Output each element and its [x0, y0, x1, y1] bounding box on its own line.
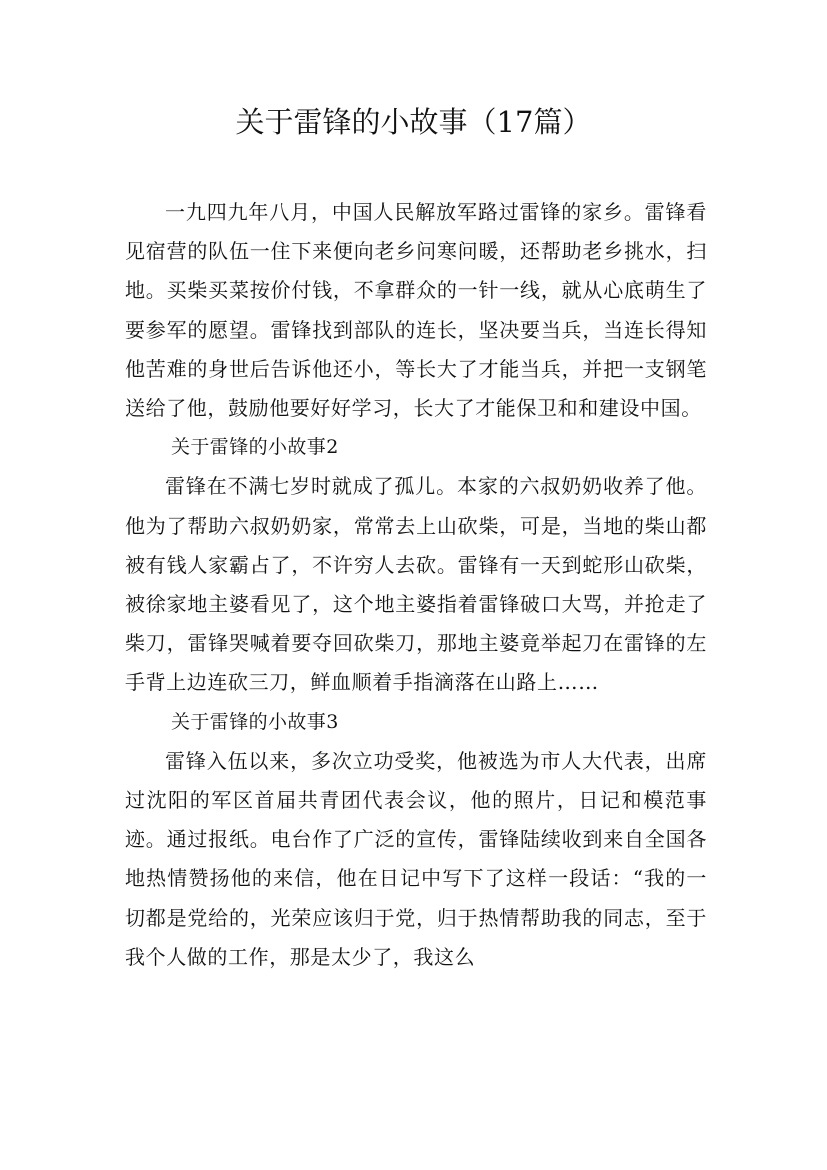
- section-heading-story-3: 关于雷锋的小故事3: [171, 710, 339, 733]
- document-title: 关于雷锋的小故事（17篇）: [235, 105, 592, 139]
- section-heading-story-2: 关于雷锋的小故事2: [171, 436, 339, 459]
- paragraph-story-2: 雷锋在不满七岁时就成了孤儿。本家的六叔奶奶收养了他。他为了帮助六叔奶奶家，常常去上山砍柴，可是，当地的柴山都被有钱人家霸占了，不许穷人去砍。雷锋有一天到蛇形山砍柴，被徐家地主婆看见了，这个地主婆指着雷锋破口大骂，并抢走了柴刀，雷锋哭喊着要夺回砍柴刀，那地主婆竟举起刀在雷锋的左手背上边连砍三刀，鲜血顺着手指滴落在山路上……: [125, 474, 707, 695]
- document-body: [125, 193, 707, 977]
- paragraph-story-3: 雷锋入伍以来，多次立功受奖，他被选为市人大代表，出席过沈阳的军区首届共青团代表会议，他的照片，日记和模范事迹。通过报纸。电台作了广泛的宣传，雷锋陆续收到来自全国各地热情赞扬他的来信，他在日记中写下了这样一段话：“我的一切都是党给的，光荣应该归于党，归于热情帮助我的同志，至于我个人做的工作，那是太少了，我这么: [125, 748, 707, 969]
- paragraph-story-1: 一九四九年八月，中国人民解放军路过雷锋的家乡。雷锋看见宿营的队伍一住下来便向老乡问寒问暖，还帮助老乡挑水，扫地。买柴买菜按价付钱，不拿群众的一针一线，就从心底萌生了要参军的愿望。雷锋找到部队的连长，坚决要当兵，当连长得知他苦难的身世后告诉他还小，等长大了才能当兵，并把一支钢笔送给了他，鼓励他要好好学习，长大了才能保卫和和建设中国。: [125, 200, 707, 421]
